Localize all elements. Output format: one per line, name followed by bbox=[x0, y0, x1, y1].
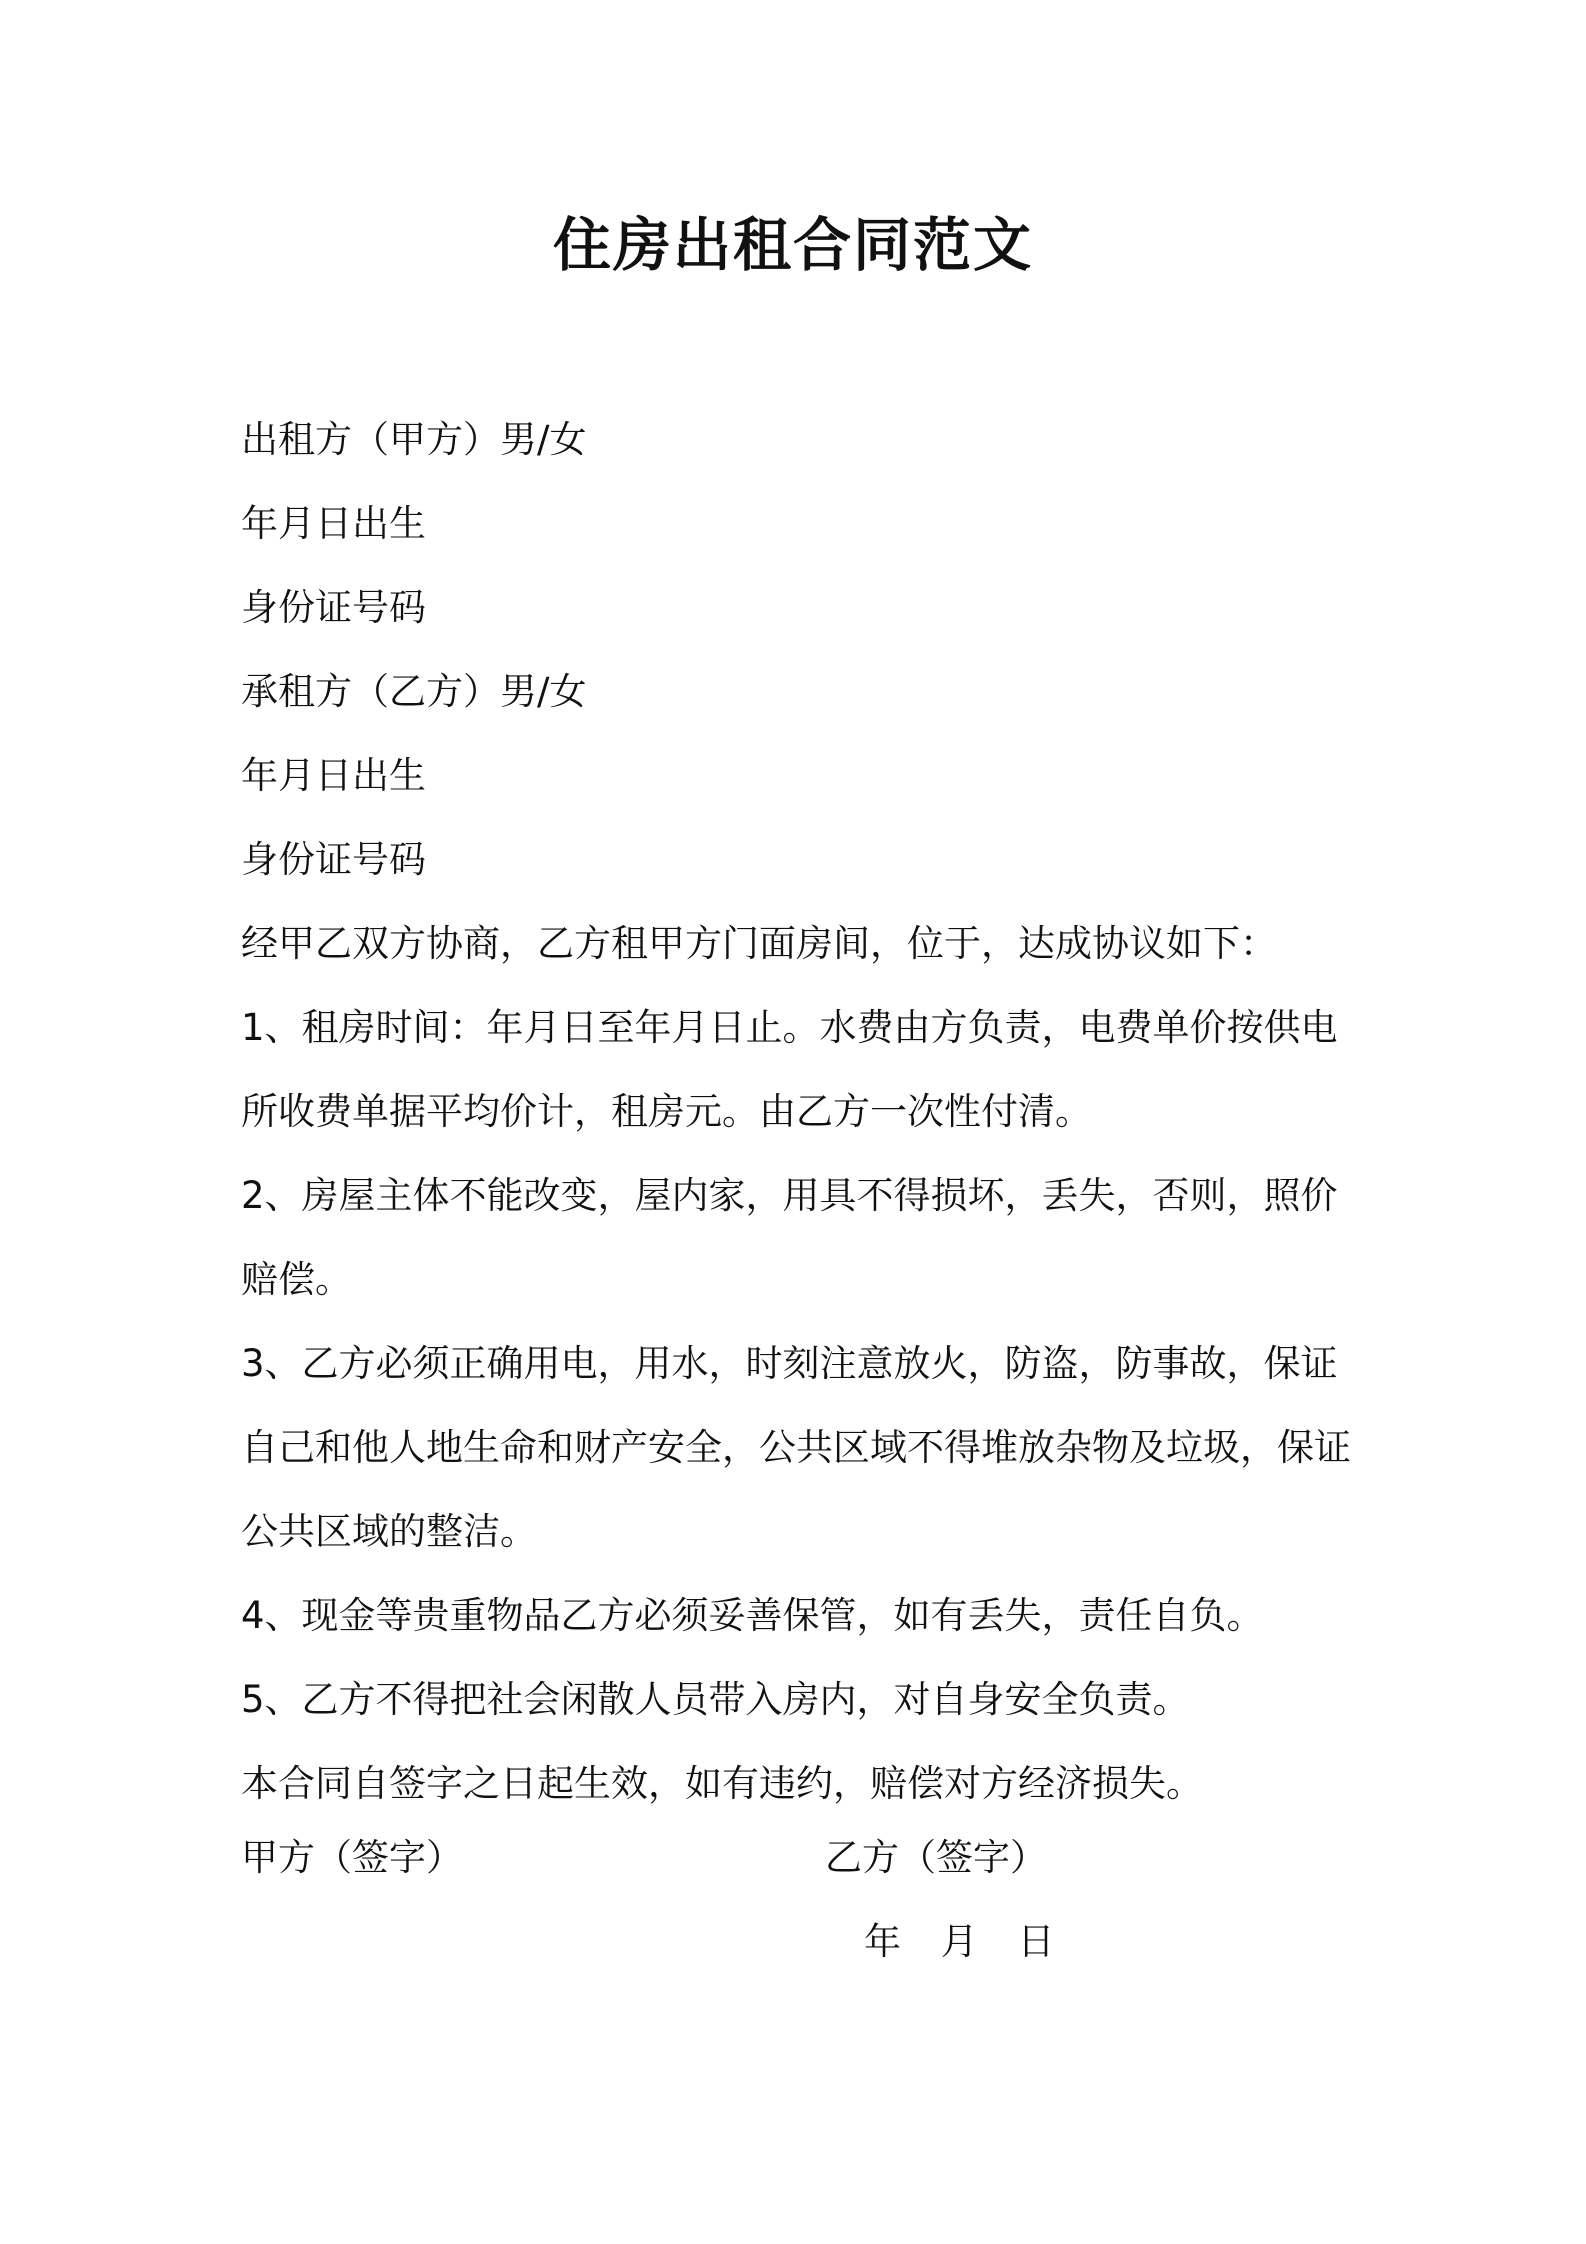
lessee-birthdate-line: 年月日出生 bbox=[241, 754, 426, 797]
clause-5: 5、乙方不得把社会闲散人员带入房内，对自身安全负责。 bbox=[241, 1678, 1190, 1721]
effective-clause: 本合同自签字之日起生效，如有违约，赔偿对方经济损失。 bbox=[241, 1762, 1203, 1805]
lessee-id-line: 身份证号码 bbox=[241, 838, 426, 881]
document-title: 住房出租合同范文 bbox=[552, 211, 1033, 279]
clause-4: 4、现金等贵重物品乙方必须妥善保管，如有丢失，责任自负。 bbox=[241, 1594, 1264, 1637]
signature-date: 年 月 日 bbox=[864, 1920, 1069, 1963]
lessee-line: 承租方（乙方）男/女 bbox=[241, 670, 587, 713]
signature-row bbox=[241, 1816, 1361, 1900]
clause-2: 2、房屋主体不能改变，屋内家，用具不得损坏，丢失，否则，照价赔偿。 bbox=[241, 1174, 1338, 1301]
lessor-line: 出租方（甲方）男/女 bbox=[241, 418, 587, 461]
lessor-birthdate-line: 年月日出生 bbox=[241, 502, 426, 545]
document-body bbox=[241, 398, 1361, 1826]
lessor-id-line: 身份证号码 bbox=[241, 586, 426, 629]
party-b-signature: 乙方（签字） bbox=[825, 1836, 1047, 1879]
party-a-signature: 甲方（签字） bbox=[241, 1836, 463, 1879]
agreement-intro: 经甲乙双方协商，乙方租甲方门面房间，位于，达成协议如下： bbox=[241, 922, 1277, 965]
clause-3: 3、乙方必须正确用电，用水，时刻注意放火，防盗，防事故，保证自己和他人地生命和财产安全，公共区域不得堆放杂物及垃圾，保证公共区域的整洁。 bbox=[241, 1342, 1351, 1553]
clause-1: 1、租房时间：年月日至年月日止。水费由方负责，电费单价按供电所收费单据平均价计，租房元。由乙方一次性付清。 bbox=[241, 1006, 1338, 1133]
